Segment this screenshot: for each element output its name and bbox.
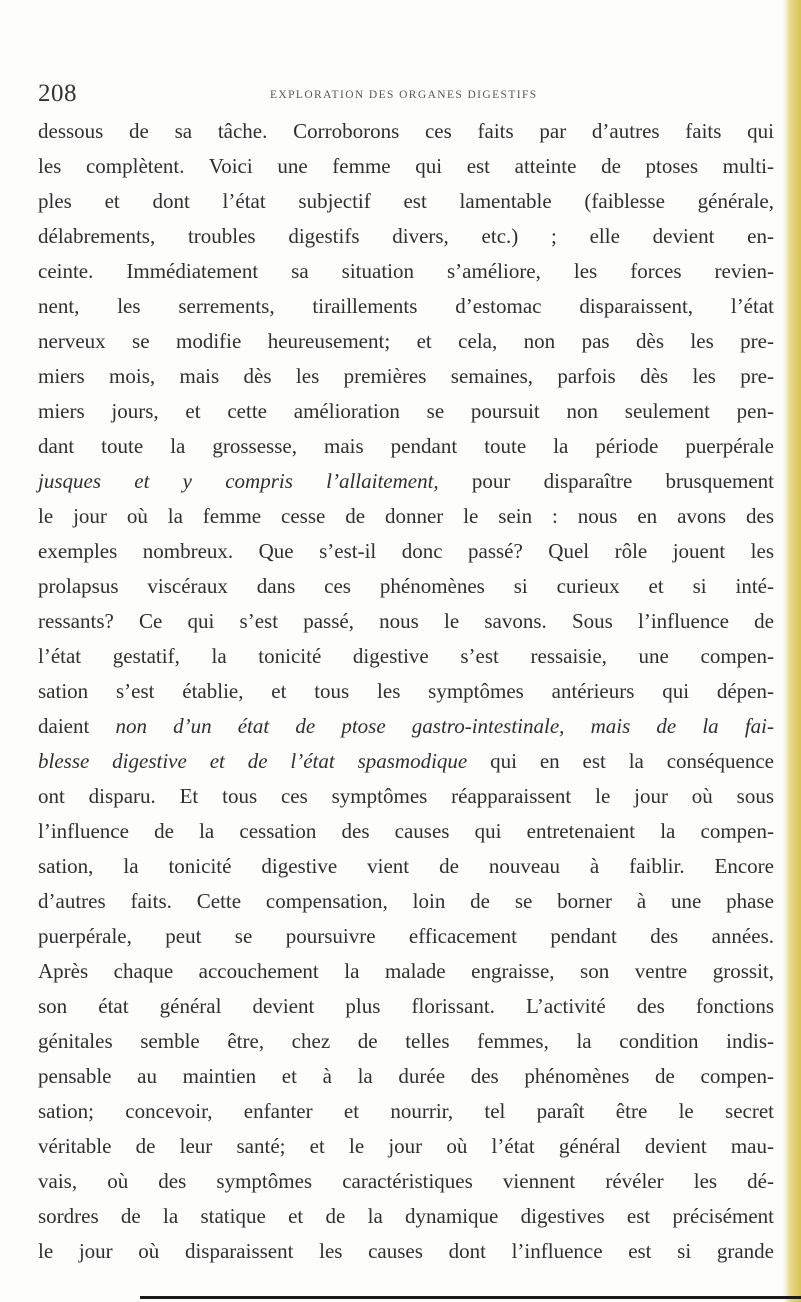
text-line bbox=[38, 324, 774, 359]
text-segment: vais, où des symptômes caractéristiques viennent révéler les dé- bbox=[38, 1169, 774, 1193]
text-segment: ples et dont l’état subjectif est lamentable (faiblesse générale, bbox=[38, 189, 774, 213]
text-segment: le jour où disparaissent les causes dont l’influence est si grande bbox=[38, 1239, 774, 1263]
text-segment: pensable au maintien et à la durée des phénomènes de compen- bbox=[38, 1064, 774, 1088]
text-segment: sation, la tonicité digestive vient de nouveau à faiblir. Encore bbox=[38, 854, 774, 878]
text-segment: l’état gestatif, la tonicité digestive s’est ressaisie, une compen- bbox=[38, 644, 774, 668]
text-segment: délabrements, troubles digestifs divers, etc.) ; elle devient en- bbox=[38, 224, 774, 248]
text-segment: dessous de sa tâche. Corroborons ces faits par d’autres faits qui bbox=[38, 119, 774, 143]
text-line bbox=[38, 954, 774, 989]
text-line bbox=[38, 184, 774, 219]
text-line bbox=[38, 254, 774, 289]
text-segment: miers mois, mais dès les premières semaines, parfois dès les pre- bbox=[38, 364, 774, 388]
text-line bbox=[38, 709, 774, 744]
text-line bbox=[38, 569, 774, 604]
text-line bbox=[38, 464, 774, 499]
text-segment: exemples nombreux. Que s’est-il donc passé? Quel rôle jouent les bbox=[38, 539, 774, 563]
text-segment: nerveux se modifie heureusement; et cela, non pas dès les pre- bbox=[38, 329, 774, 353]
text-line bbox=[38, 639, 774, 674]
running-title: EXPLORATION DES ORGANES DIGESTIFS bbox=[270, 89, 538, 101]
text-line bbox=[38, 814, 774, 849]
text-segment: pour disparaître brusquement bbox=[438, 469, 775, 493]
text-line bbox=[38, 394, 774, 429]
text-line bbox=[38, 534, 774, 569]
text-segment: qui en est la conséquence bbox=[467, 749, 774, 773]
text-line bbox=[38, 114, 774, 149]
text-line bbox=[38, 884, 774, 919]
text-line bbox=[38, 219, 774, 254]
text-line bbox=[38, 429, 774, 464]
text-segment: sordres de la statique et de la dynamique digestives est précisément bbox=[38, 1204, 774, 1228]
text-line bbox=[38, 1164, 774, 1199]
text-segment: miers jours, et cette amélioration se poursuit non seulement pen- bbox=[38, 399, 774, 423]
text-segment: d’autres faits. Cette compensation, loin de se borner à une phase bbox=[38, 889, 774, 913]
text-line bbox=[38, 779, 774, 814]
text-segment: ceinte. Immédiatement sa situation s’améliore, les forces revien- bbox=[38, 259, 774, 283]
running-head bbox=[38, 80, 738, 110]
text-segment: Après chaque accouchement la malade engraisse, son ventre grossit, bbox=[38, 959, 774, 983]
text-line bbox=[38, 1199, 774, 1234]
text-segment: nent, les serrements, tiraillements d’estomac disparaissent, l’état bbox=[38, 294, 774, 318]
text-segment: daient bbox=[38, 714, 116, 738]
text-line bbox=[38, 744, 774, 779]
text-segment: l’influence de la cessation des causes qui entretenaient la compen- bbox=[38, 819, 774, 843]
text-line bbox=[38, 989, 774, 1024]
text-segment: ont disparu. Et tous ces symptômes réapparaissent le jour où sous bbox=[38, 784, 774, 808]
italic-text: blesse digestive et de l’état spasmodique bbox=[38, 749, 468, 773]
page-bottom-edge bbox=[140, 1296, 801, 1299]
italic-text: non d’un état de ptose gastro-intestinale, mais de la fai- bbox=[115, 714, 774, 738]
text-line bbox=[38, 499, 774, 534]
text-line bbox=[38, 1059, 774, 1094]
text-segment: sation s’est établie, et tous les symptômes antérieurs qui dépen- bbox=[38, 679, 774, 703]
text-line bbox=[38, 1094, 774, 1129]
text-segment: les complètent. Voici une femme qui est atteinte de ptoses multi- bbox=[38, 154, 774, 178]
text-segment: prolapsus viscéraux dans ces phénomènes si curieux et si inté- bbox=[38, 574, 774, 598]
body-paragraph bbox=[38, 114, 774, 1269]
text-segment: génitales semble être, chez de telles femmes, la condition indis- bbox=[38, 1029, 774, 1053]
text-line bbox=[38, 674, 774, 709]
text-segment: véritable de leur santé; et le jour où l’état général devient mau- bbox=[38, 1134, 774, 1158]
text-line bbox=[38, 919, 774, 954]
text-line bbox=[38, 849, 774, 884]
text-line bbox=[38, 604, 774, 639]
text-line bbox=[38, 289, 774, 324]
text-line bbox=[38, 1024, 774, 1059]
page-edge bbox=[783, 0, 801, 1302]
text-segment: le jour où la femme cesse de donner le sein : nous en avons des bbox=[38, 504, 774, 528]
text-segment: sation; concevoir, enfanter et nourrir, tel paraît être le secret bbox=[38, 1099, 774, 1123]
text-line bbox=[38, 1129, 774, 1164]
text-segment: son état général devient plus florissant. L’activité des fonctions bbox=[38, 994, 774, 1018]
page-number: 208 bbox=[38, 80, 77, 107]
italic-text: jusques et y compris l’allaitement, bbox=[38, 469, 439, 493]
text-segment: ressants? Ce qui s’est passé, nous le savons. Sous l’influence de bbox=[38, 609, 774, 633]
text-line bbox=[38, 359, 774, 394]
text-line bbox=[38, 1234, 774, 1269]
text-segment: dant toute la grossesse, mais pendant toute la période puerpérale bbox=[38, 434, 774, 458]
text-segment: puerpérale, peut se poursuivre efficacement pendant des années. bbox=[38, 924, 774, 948]
text-line bbox=[38, 149, 774, 184]
